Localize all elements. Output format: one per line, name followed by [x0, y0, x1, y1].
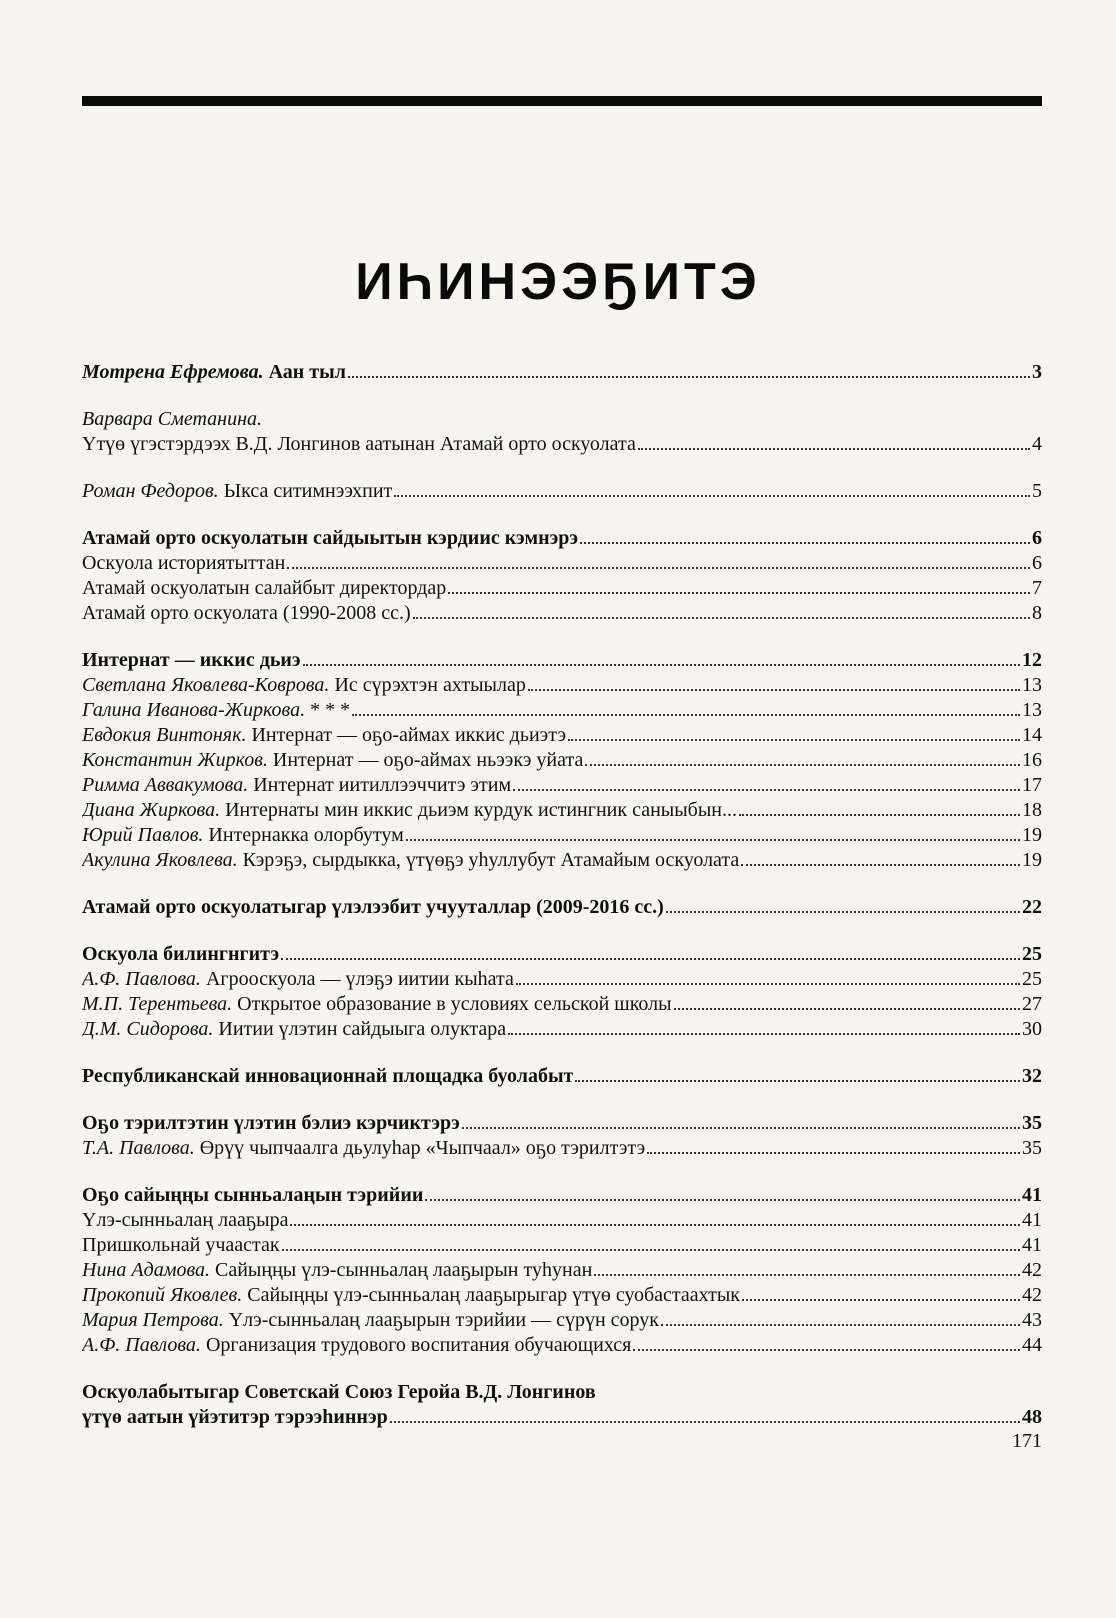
toc-dot-leader: [594, 1274, 1020, 1276]
toc-entry-page: 35: [1022, 1137, 1042, 1159]
toc-entry: [82, 1017, 1042, 1042]
toc-entry-author: А.Ф. Павлова.: [82, 968, 201, 990]
toc-entry-title: Пришкольнай учаастак: [82, 1234, 280, 1256]
toc-entry-text: [82, 723, 566, 748]
toc-entry-text: [82, 1308, 659, 1333]
toc-entry-text: [82, 408, 262, 430]
toc-entry: [82, 601, 1042, 626]
toc-entry-text: [82, 798, 737, 823]
toc-entry-text: [82, 992, 672, 1017]
toc-entry: [82, 1258, 1042, 1283]
toc-dot-leader: [739, 814, 1020, 816]
toc-entry-page: 18: [1022, 799, 1042, 821]
toc-dot-leader: [513, 789, 1020, 791]
toc-dot-leader: [585, 764, 1020, 766]
toc-entry: [82, 823, 1042, 848]
toc-entry: [82, 723, 1042, 748]
toc-entry-text: [82, 360, 346, 385]
toc-entry-page: 12: [1022, 649, 1042, 671]
toc-dot-leader: [413, 617, 1030, 619]
page-number: 171: [1012, 1430, 1042, 1452]
toc-entry: [82, 942, 1042, 967]
toc-entry: [82, 992, 1042, 1017]
toc-entry-page: 42: [1022, 1284, 1042, 1306]
toc-entry-title: Атамай орто оскуолатыгар үлэлээбит учууталлар (2009-2016 сс.): [82, 896, 664, 918]
toc-entry: [82, 1233, 1042, 1258]
toc-entry: [82, 407, 1042, 432]
toc-entry-title: Интернакка олорбутум: [208, 824, 404, 846]
toc-entry-text: [82, 698, 350, 723]
toc-dot-leader: [348, 376, 1030, 378]
toc-entry-page: 27: [1022, 993, 1042, 1015]
toc-dot-leader: [406, 839, 1020, 841]
toc-entry-page: 4: [1032, 433, 1042, 455]
toc-entry-author: Мотрена Ефремова.: [82, 361, 264, 383]
toc-entry-title: Аан тыл: [268, 361, 346, 383]
toc-dot-leader: [638, 448, 1030, 450]
toc-entry-author: Нина Адамова.: [82, 1259, 211, 1281]
toc-entry-page: 22: [1022, 896, 1042, 918]
toc-dot-leader: [568, 739, 1020, 741]
toc-entry-author: Роман Федоров.: [82, 480, 219, 502]
toc-entry-page: 8: [1032, 602, 1042, 624]
toc-entry-page: 42: [1022, 1259, 1042, 1281]
toc-entry-author: Т.А. Павлова.: [82, 1137, 195, 1159]
toc-dot-leader: [633, 1349, 1020, 1351]
toc-dot-leader: [661, 1324, 1020, 1326]
toc-entry: [82, 1111, 1042, 1136]
toc-entry-page: 35: [1022, 1112, 1042, 1134]
toc-entry-title: Интернаты мин иккис дьиэм курдук истингник саныыбын...: [225, 799, 737, 821]
toc-entry-title: Атамай орто оскуолата (1990-2008 сс.): [82, 602, 411, 624]
toc-entry: [82, 773, 1042, 798]
toc-entry-author: Галина Иванова-Жиркова.: [82, 699, 306, 721]
toc-entry: [82, 1333, 1042, 1358]
toc-dot-leader: [290, 1224, 1020, 1226]
toc-entry-text: [82, 1405, 388, 1430]
toc-entry-text: [82, 576, 446, 601]
toc-entry: [82, 798, 1042, 823]
toc-entry-author: М.П. Терентьева.: [82, 993, 233, 1015]
toc-dot-leader: [528, 689, 1020, 691]
toc-entry-author: Мария Петрова.: [82, 1309, 224, 1331]
toc-entry-page: 6: [1032, 552, 1042, 574]
toc-entry-page: 13: [1022, 699, 1042, 721]
toc-dot-leader: [303, 664, 1020, 666]
toc-entry-text: [82, 1111, 460, 1136]
toc-entry-title: Үлэ-сынньалаң лааҕырын тэрийии — сүрүн сорук: [228, 1309, 660, 1331]
toc-entry-page: 14: [1022, 724, 1042, 746]
toc-entry-text: [82, 1208, 288, 1233]
toc-entry-title: Ис сүрэхтэн ахтыылар: [334, 674, 526, 696]
toc-entry-title: Үлэ-сынньалаң лааҕыра: [82, 1209, 289, 1231]
toc-entry: [82, 848, 1042, 873]
toc-entry-page: 25: [1022, 968, 1042, 990]
toc-entry-page: 7: [1032, 577, 1042, 599]
toc-entry: [82, 648, 1042, 673]
toc-entry-text: [82, 773, 511, 798]
toc-entry-author: Евдокия Винтоняк.: [82, 724, 247, 746]
toc-entry-page: 3: [1032, 361, 1042, 383]
toc-entry-title: * * *: [310, 699, 351, 721]
toc-entry-author: Варвара Сметанина.: [82, 408, 263, 430]
page-title: ИҺИНЭЭҔИТЭ: [355, 253, 761, 311]
toc-entry-page: 13: [1022, 674, 1042, 696]
toc-dot-leader: [674, 1008, 1020, 1010]
toc-entry: [82, 1183, 1042, 1208]
toc-entry-title: Интернат — оҕо-аймах ньээкэ уйата: [272, 749, 584, 771]
toc-entry-title: Организация трудового воспитания обучающихся: [205, 1334, 632, 1356]
toc-entry-author: Константин Жирков.: [82, 749, 268, 771]
toc-entry: [82, 1283, 1042, 1308]
toc-entry-title: Сайыңңы үлэ-сынньалаң лааҕырыгар үтүө суобастаахтык: [247, 1284, 741, 1306]
toc-entry: [82, 432, 1042, 457]
toc-entry-page: 30: [1022, 1018, 1042, 1040]
toc-entry-page: 17: [1022, 774, 1042, 796]
toc-entry-page: 44: [1022, 1334, 1042, 1356]
toc-entry-text: [82, 1283, 740, 1308]
toc-entry: [82, 1380, 1042, 1405]
toc-dot-leader: [462, 1127, 1020, 1129]
toc-entry-title: Ыкса ситимнээхпит: [223, 480, 393, 502]
toc-entry-title: Открытое образование в условиях сельской школы: [237, 993, 672, 1015]
toc-dot-leader: [390, 1421, 1020, 1423]
toc-entry-author: А.Ф. Павлова.: [82, 1334, 201, 1356]
toc-entry: [82, 1308, 1042, 1333]
toc-dot-leader: [281, 958, 1020, 960]
toc-entry-author: Д.М. Сидорова.: [82, 1018, 214, 1040]
toc-entry-text: [82, 1017, 506, 1042]
toc-entry-title: Интернат иитиллээччитэ этим: [253, 774, 512, 796]
toc-entry-text: [82, 1233, 280, 1258]
toc-dot-leader: [282, 1249, 1020, 1251]
toc-entry-title: Иитии үлэтин сайдыыга олуктара: [218, 1018, 507, 1040]
toc-entry-page: 19: [1022, 849, 1042, 871]
toc-entry-page: 41: [1022, 1234, 1042, 1256]
toc-entry-text: [82, 526, 578, 551]
toc-dot-leader: [575, 1080, 1020, 1082]
toc-entry-title: Кэрэҕэ, сырдыкка, үтүөҕэ уһуллубут Атамайым оскуолата: [242, 849, 740, 871]
toc-dot-leader: [516, 983, 1020, 985]
toc-entry-text: [82, 848, 739, 873]
toc-dot-leader: [448, 592, 1030, 594]
toc-entry: [82, 967, 1042, 992]
toc-entry-page: 43: [1022, 1309, 1042, 1331]
toc-entry-page: 6: [1032, 527, 1042, 549]
toc-entry-author: Светлана Яковлева-Коврова.: [82, 674, 330, 696]
toc-entry-page: 41: [1022, 1184, 1042, 1206]
toc-entry-page: 41: [1022, 1209, 1042, 1231]
toc-dot-leader: [742, 1299, 1020, 1301]
toc-entry-title: Оскуола билингнгитэ: [82, 943, 280, 965]
toc-entry-text: [82, 1381, 596, 1403]
toc-dot-leader: [647, 1152, 1020, 1154]
table-of-contents: [82, 360, 1042, 1430]
toc-entry-text: [82, 648, 301, 673]
toc-entry-author: Прокопий Яковлев.: [82, 1284, 243, 1306]
toc-entry-title: Атамай орто оскуолатын сайдыытын кэрдиис кэмнэрэ: [82, 527, 579, 549]
toc-dot-leader: [508, 1033, 1020, 1035]
toc-entry-text: [82, 1258, 592, 1283]
toc-entry-text: [82, 942, 279, 967]
toc-entry-author: Диана Жиркова.: [82, 799, 221, 821]
toc-entry: [82, 748, 1042, 773]
toc-entry-text: [82, 823, 404, 848]
toc-entry-page: 16: [1022, 749, 1042, 771]
toc-entry-text: [82, 967, 514, 992]
toc-dot-leader: [287, 567, 1030, 569]
toc-entry-page: 19: [1022, 824, 1042, 846]
toc-entry-title: Республиканскай инновационнай площадка буолабыт: [82, 1065, 574, 1087]
toc-dot-leader: [425, 1199, 1020, 1201]
toc-entry-title: Агрооскуола — үлэҕэ иитии кыһата: [205, 968, 514, 990]
toc-entry-page: 48: [1022, 1406, 1042, 1428]
toc-entry: [82, 526, 1042, 551]
toc-entry-text: [82, 479, 392, 504]
toc-entry-title: Сайыңңы үлэ-сынньалаң лааҕырын туһунан: [215, 1259, 593, 1281]
toc-entry: [82, 1136, 1042, 1161]
toc-entry-title: Оҕо сайыңңы сынньалаңын тэрийии: [82, 1184, 424, 1206]
toc-entry: [82, 576, 1042, 601]
toc-entry-author: Акулина Яковлева.: [82, 849, 238, 871]
toc-entry-text: [82, 1333, 631, 1358]
toc-entry-page: 25: [1022, 943, 1042, 965]
toc-entry-author: Римма Аввакумова.: [82, 774, 249, 796]
toc-entry: [82, 360, 1042, 385]
toc-entry-text: [82, 895, 664, 920]
toc-dot-leader: [352, 714, 1020, 716]
toc-entry: [82, 698, 1042, 723]
toc-entry-text: [82, 551, 285, 576]
toc-entry: [82, 479, 1042, 504]
toc-entry-title: үтүө аатын үйэтитэр тэрээһиннэр: [82, 1406, 388, 1428]
toc-dot-leader: [580, 542, 1030, 544]
toc-entry-title: Атамай оскуолатын салайбыт директордар: [82, 577, 447, 599]
toc-entry-text: [82, 601, 411, 626]
toc-entry-title: Интернат — оҕо-аймах иккис дьиэтэ: [251, 724, 567, 746]
toc-entry-title: Интернат — иккис дьиэ: [82, 649, 301, 671]
toc-entry: [82, 1405, 1042, 1430]
toc-entry: [82, 551, 1042, 576]
toc-entry-title: Оскуола историятыттан: [82, 552, 286, 574]
toc-entry-page: 32: [1022, 1065, 1042, 1087]
toc-entry-page: 5: [1032, 480, 1042, 502]
toc-entry-text: [82, 748, 583, 773]
toc-entry-title: Оҕо тэрилтэтин үлэтин бэлиэ кэрчиктэрэ: [82, 1112, 460, 1134]
top-rule: [82, 96, 1042, 106]
toc-entry: [82, 1208, 1042, 1233]
toc-dot-leader: [666, 911, 1020, 913]
toc-entry: [82, 673, 1042, 698]
toc-entry-author: Юрий Павлов.: [82, 824, 204, 846]
toc-entry: [82, 895, 1042, 920]
toc-entry-text: [82, 432, 636, 457]
toc-dot-leader: [394, 495, 1030, 497]
toc-entry-title: Өрүү чыпчаалга дьулуһар «Чыпчаал» оҕо тэрилтэтэ: [199, 1137, 646, 1159]
toc-entry-title: Оскуолабытыгар Советскай Союз Геройа В.Д. Лонгинов: [82, 1381, 596, 1403]
toc-entry-text: [82, 673, 526, 698]
toc-entry: [82, 1064, 1042, 1089]
toc-entry-title: Үтүө үгэстэрдээх В.Д. Лонгинов аатынан Атамай орто оскуолата: [82, 433, 636, 455]
toc-entry-text: [82, 1183, 423, 1208]
toc-entry-text: [82, 1064, 573, 1089]
toc-dot-leader: [741, 864, 1020, 866]
toc-entry-text: [82, 1136, 645, 1161]
